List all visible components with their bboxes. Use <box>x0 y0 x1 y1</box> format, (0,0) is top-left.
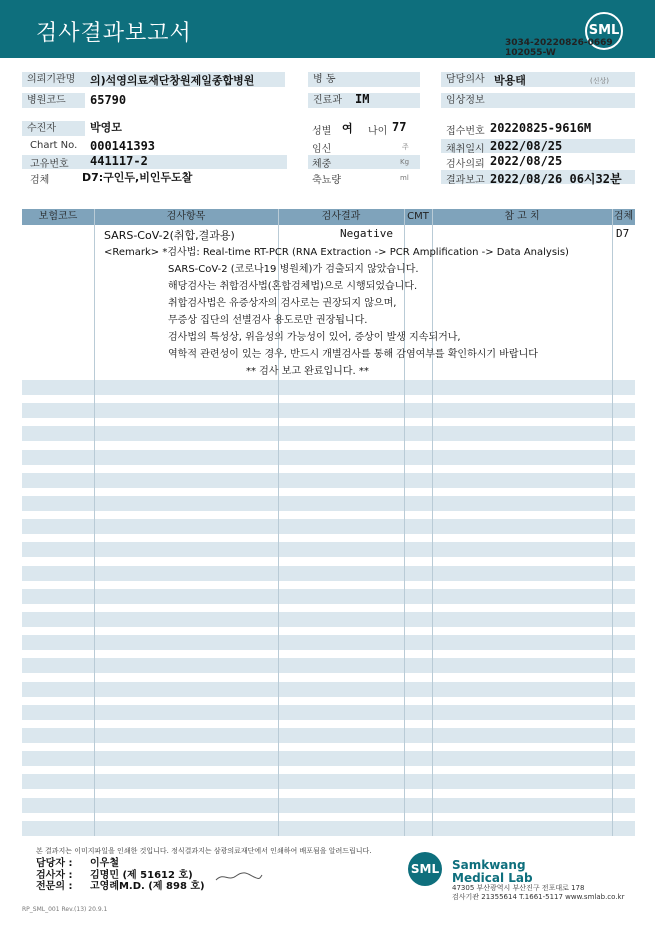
ward-label: 병 동 <box>308 72 420 87</box>
address-line1: 47305 부산광역시 부산진구 전포대로 178 <box>452 884 585 892</box>
table-stripe <box>22 798 635 813</box>
chart-no-label: Chart No. <box>30 140 78 151</box>
col-insurance-code: 보험코드 <box>38 211 78 222</box>
table-stripe <box>22 635 635 650</box>
table-stripe <box>22 519 635 534</box>
institution-label: 의뢰기관명 <box>22 72 85 87</box>
table-stripe <box>22 566 635 581</box>
unique-id-label: 고유번호 <box>30 159 69 170</box>
table-stripe <box>22 426 635 441</box>
footer-note: 본 결과지는 이미지파일을 인쇄한 것입니다. 정식결과지는 삼광의료재단에서 인쇄하여 배포됨을 알려드립니다. <box>36 847 372 855</box>
inspector-value: 김명민 (제 51612 호) <box>90 870 193 881</box>
col-divider <box>94 209 95 836</box>
dept-value: IM <box>355 92 370 106</box>
collect-date-label: 채취일시 <box>446 144 485 155</box>
col-cmt: CMT <box>407 211 429 222</box>
table-stripe <box>22 658 635 673</box>
col-specimen: 검체 <box>613 211 634 222</box>
sml-logo-icon: SML <box>585 12 623 50</box>
address-line2: 검사기관 21355614 T.1661-5117 www.smlab.co.kr <box>452 893 625 901</box>
patient-name-label: 수진자 <box>22 121 85 136</box>
table-stripe <box>22 774 635 789</box>
table-stripe <box>22 450 635 465</box>
unique-id-value: 441117-2 <box>90 154 148 168</box>
col-test-item: 검사항목 <box>166 211 206 222</box>
remark-line: 무증상 집단의 선별검사 용도로만 권장됩니다. <box>168 315 368 326</box>
urine-unit: ml <box>400 174 409 182</box>
remark-line: 검사법의 특성상, 위음성의 가능성이 있어, 증상이 발생 지속되거나, <box>168 332 461 343</box>
sex-value: 여 <box>342 122 353 135</box>
table-stripe <box>22 751 635 766</box>
lab-name-line1: Samkwang <box>452 858 526 872</box>
table-stripe <box>22 728 635 743</box>
col-divider <box>404 209 405 836</box>
receipt-no-value: 20220825-9616M <box>490 121 592 135</box>
table-stripe <box>22 705 635 720</box>
doctor-label: 담당의사 <box>441 72 489 87</box>
specialist-value: 고영례M.D. (제 898 호) <box>90 881 205 892</box>
receipt-no-label: 접수번호 <box>446 126 485 137</box>
reporter-value: 이우철 <box>90 858 119 869</box>
specialist-label: 전문의 : <box>36 881 73 892</box>
pregnancy-label: 임신 <box>312 144 332 155</box>
doctor-value: 박용태 <box>494 74 526 87</box>
hospital-code-value: 65790 <box>90 93 127 107</box>
dept-label: 진료과 <box>308 93 350 108</box>
reporter-label: 담당자 : <box>36 858 73 869</box>
sml-footer-logo-icon: SML <box>408 852 442 886</box>
weight-unit: Kg <box>400 158 410 166</box>
remark-method: <Remark> *검사법: Real-time RT-PCR (RNA Extraction -> PCR Amplification -> Data Analysis) <box>104 247 569 258</box>
hospital-code-label: 병원코드 <box>22 93 85 108</box>
specimen-label: 검체 <box>30 175 50 186</box>
test-specimen-cell: D7 <box>616 227 630 240</box>
test-item-cell: SARS-CoV-2(취합,결과용) <box>104 229 235 242</box>
patient-name-value: 박영모 <box>90 121 122 134</box>
specimen-value: D7:구인두,비인두도찰 <box>82 171 193 184</box>
collect-date-value: 2022/08/25 <box>490 139 563 153</box>
page-title: 검사결과보고서 <box>36 21 192 46</box>
report-number-line1: 3034-20220826-0669 <box>505 38 613 48</box>
table-stripe <box>22 473 635 488</box>
report-date-value: 2022/08/26 06시32분 <box>490 172 622 186</box>
col-divider <box>612 209 613 836</box>
table-stripe <box>22 403 635 418</box>
remark-complete: ** 검사 보고 완료입니다. ** <box>246 366 369 377</box>
test-result-cell: Negative <box>340 227 393 240</box>
lab-address <box>452 884 624 902</box>
col-divider <box>432 209 433 836</box>
doctor-note: (신상) <box>590 77 609 85</box>
chart-no-value: 000141393 <box>90 139 156 153</box>
weight-label: 체중 <box>312 159 332 170</box>
table-stripe <box>22 496 635 511</box>
sex-label: 성별 <box>312 126 332 137</box>
pregnancy-unit: 주 <box>402 143 409 151</box>
remark-line: SARS-CoV-2 (코로나19 병원체)가 검출되지 않았습니다. <box>168 264 419 275</box>
table-stripe <box>22 612 635 627</box>
remark-line: 해당검사는 취합검사법(혼합검체법)으로 시행되었습니다. <box>168 281 418 292</box>
signature-icon <box>214 868 264 884</box>
request-date-label: 검사의뢰 <box>446 159 485 170</box>
lab-name <box>452 859 533 885</box>
inspector-label: 검사자 : <box>36 870 73 881</box>
form-revision: RP_SML_001 Rev.(13) 20.9.1 <box>22 906 108 913</box>
age-value: 77 <box>392 120 407 134</box>
table-stripe <box>22 380 635 395</box>
remark-line: 역학적 관련성이 있는 경우, 반드시 개별검사를 통해 감염여부를 확인하시기 바랍니다 <box>168 349 538 360</box>
table-header <box>22 209 635 225</box>
remark-line: 취합검사법은 유증상자의 검사로는 권장되지 않으며, <box>168 298 397 309</box>
clinical-info-label: 임상정보 <box>441 93 635 108</box>
report-number-line2: 102055-W <box>505 48 556 58</box>
request-date-value: 2022/08/25 <box>490 154 563 168</box>
institution-value: 의)석영의료재단창원제일종합병원 <box>90 74 255 87</box>
urine-label: 축뇨량 <box>312 175 341 186</box>
table-stripe <box>22 542 635 557</box>
age-label: 나이 <box>368 126 388 137</box>
report-date-label: 결과보고 <box>446 175 485 186</box>
col-result: 검사결과 <box>321 211 361 222</box>
table-stripe <box>22 821 635 836</box>
table-stripe <box>22 589 635 604</box>
col-reference: 참 고 치 <box>504 211 540 222</box>
lab-name-line2: Medical Lab <box>452 871 533 885</box>
report-number <box>505 38 613 58</box>
table-stripe <box>22 682 635 697</box>
